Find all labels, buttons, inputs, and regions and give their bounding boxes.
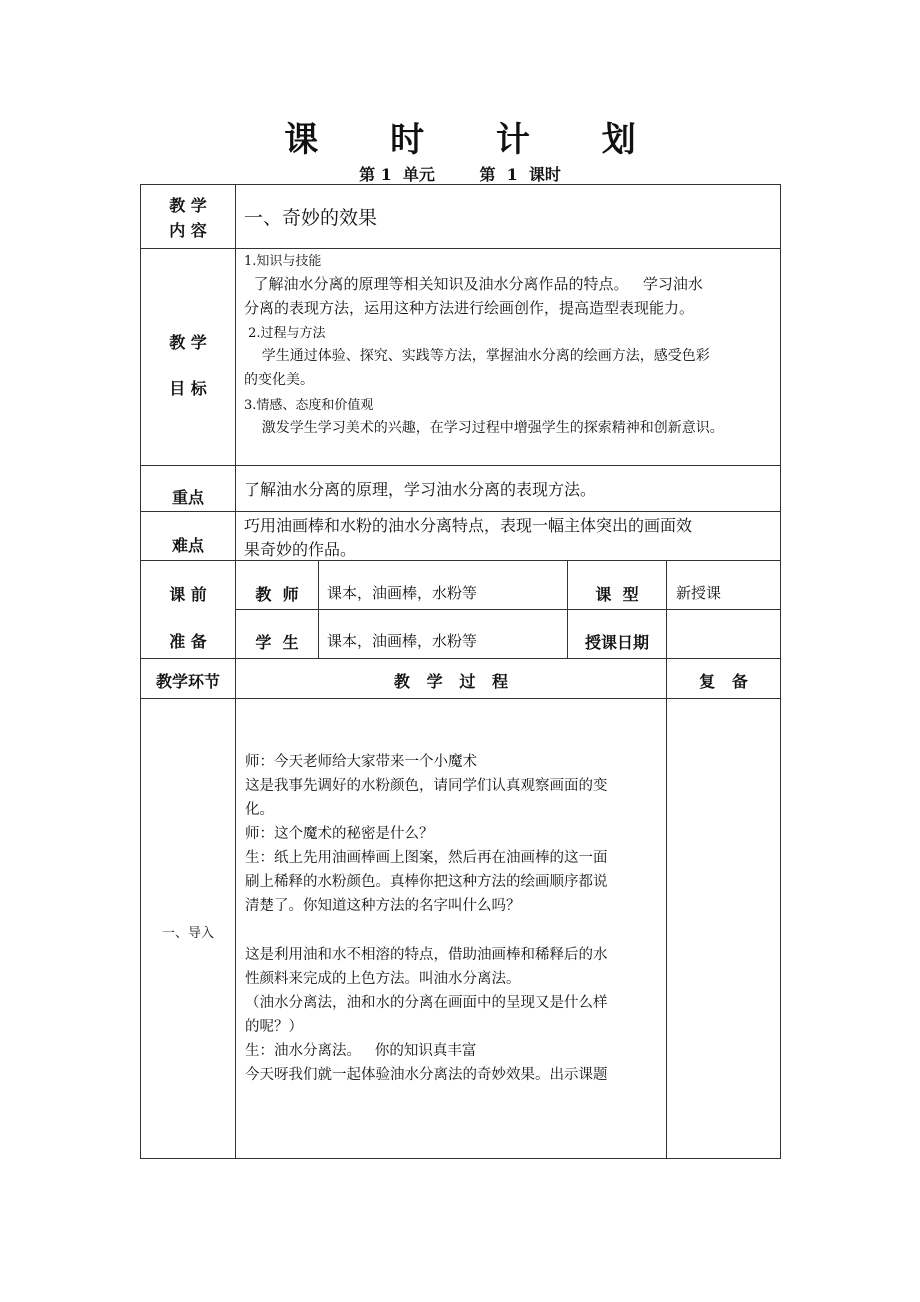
content-value: 一、奇妙的效果 xyxy=(244,207,378,229)
header-process: 教 学 过 程 xyxy=(393,672,509,691)
process-line: 的呢？） xyxy=(245,1019,303,1035)
content-label-1: 教 学 xyxy=(169,196,207,215)
lesson-type-label: 课 型 xyxy=(595,585,639,604)
goal-line: 激发学生学习美术的兴趣，在学习过程中增强学生的探索精神和创新意识。 xyxy=(244,420,724,436)
goals-label-2: 目 标 xyxy=(169,379,207,398)
key-point-label: 重点 xyxy=(171,488,204,507)
goal-line: 了解油水分离的原理等相关知识及油水分离作品的特点。 学习油水 xyxy=(244,275,703,293)
process-line: 性颜料来完成的上色方法。叫油水分离法。 xyxy=(245,971,521,987)
lesson-date-label: 授课日期 xyxy=(584,633,649,652)
goals-label-1: 教 学 xyxy=(169,333,207,352)
difficulty-line: 果奇妙的作品。 xyxy=(244,540,357,559)
process-line: 这是我事先调好的水粉颜色，请同学们认真观察画面的变 xyxy=(245,778,608,794)
student-label: 学 生 xyxy=(255,633,299,652)
process-line: 生：油水分离法。 你的知识真丰富 xyxy=(245,1043,477,1059)
goal-line: 2.过程与方法 xyxy=(244,326,326,341)
process-line: 生：纸上先用油画棒画上图案，然后再在油画棒的这一面 xyxy=(245,850,608,866)
process-line: 师：这个魔术的秘密是什么？ xyxy=(245,826,434,842)
process-line: 今天呀我们就一起体验油水分离法的奇妙效果。出示课题 xyxy=(245,1067,608,1083)
process-line: 化。 xyxy=(245,802,274,818)
process-line: （油水分离法，油和水的分离在画面中的呈现又是什么样 xyxy=(245,995,608,1011)
stage-1-label: 一、导入 xyxy=(161,926,214,941)
goal-line: 的变化美。 xyxy=(244,372,314,388)
header-review: 复 备 xyxy=(699,672,748,691)
content-label-2: 内 容 xyxy=(169,221,207,240)
goal-line: 学生通过体验、探究、实践等方法，掌握油水分离的绘画方法，感受色彩 xyxy=(244,348,710,364)
prep-label-1: 课 前 xyxy=(169,585,207,604)
process-line: 刷上稀释的水粉颜色。真棒你把这种方法的绘画顺序都说 xyxy=(245,874,608,890)
teacher-value: 课本，油画棒，水粉等 xyxy=(327,584,478,602)
header-stage: 教学环节 xyxy=(155,672,220,691)
teacher-label: 教 师 xyxy=(255,585,299,604)
row-content xyxy=(140,184,781,249)
page-title: 课 时 计 划 xyxy=(284,120,666,160)
difficulty-line: 巧用油画棒和水粉的油水分离特点，表现一幅主体突出的画面效 xyxy=(244,516,693,535)
process-line: 师：今天老师给大家带来一个小魔术 xyxy=(245,754,477,770)
process-line: 清楚了。你知道这种方法的名字叫什么吗？ xyxy=(245,898,521,914)
student-value: 课本，油画棒，水粉等 xyxy=(327,632,478,650)
key-point-value: 了解油水分离的原理，学习油水分离的表现方法。 xyxy=(244,480,597,499)
goal-line: 1.知识与技能 xyxy=(244,254,322,269)
goal-line: 分离的表现方法，运用这种方法进行绘画创作，提高造型表现能力。 xyxy=(244,299,695,317)
goal-line: 3.情感、态度和价值观 xyxy=(244,398,374,413)
process-line: 这是利用油和水不相溶的特点，借助油画棒和稀释后的水 xyxy=(245,947,608,963)
prep-label-2: 准 备 xyxy=(169,632,207,651)
difficulty-label: 难点 xyxy=(171,536,204,555)
review-col xyxy=(666,658,781,1159)
lesson-type-value: 新授课 xyxy=(676,584,722,602)
unit-lesson-subtitle: 第 1 单元 第 1 课时 xyxy=(359,165,561,184)
